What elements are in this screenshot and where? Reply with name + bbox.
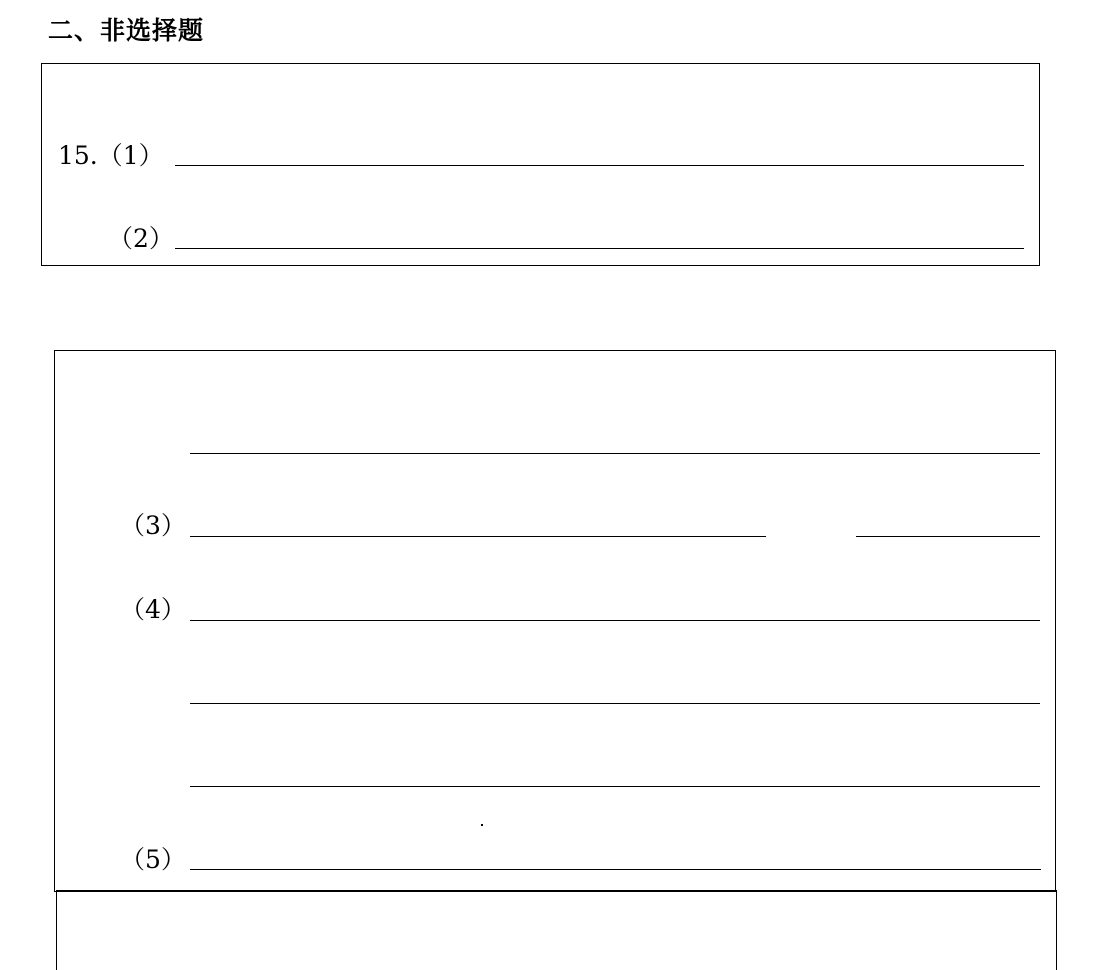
q15-part4-label: （4） — [120, 595, 186, 624]
answer-box-q15-part2 — [54, 350, 1056, 892]
q15-part5-label: （5） — [120, 845, 186, 874]
answer-line-q15-2-continued[interactable] — [190, 453, 1040, 454]
answer-box-next — [56, 890, 1057, 970]
answer-line-q15-2[interactable] — [175, 248, 1024, 249]
answer-line-q15-1[interactable] — [175, 165, 1024, 166]
q15-part1-label: 15.（1） — [58, 141, 164, 170]
q15-part3-label: （3） — [120, 511, 186, 540]
answer-line-q15-4a[interactable] — [190, 620, 1040, 621]
q15-part2-label: （2） — [108, 224, 174, 253]
answer-line-q15-4b[interactable] — [190, 703, 1040, 704]
scan-speck — [481, 824, 483, 826]
answer-line-q15-3b[interactable] — [856, 536, 1040, 537]
answer-line-q15-4c[interactable] — [190, 786, 1040, 787]
answer-line-q15-5[interactable] — [190, 869, 1041, 870]
section-title: 二、非选择题 — [48, 16, 205, 45]
answer-line-q15-3a[interactable] — [190, 536, 766, 537]
